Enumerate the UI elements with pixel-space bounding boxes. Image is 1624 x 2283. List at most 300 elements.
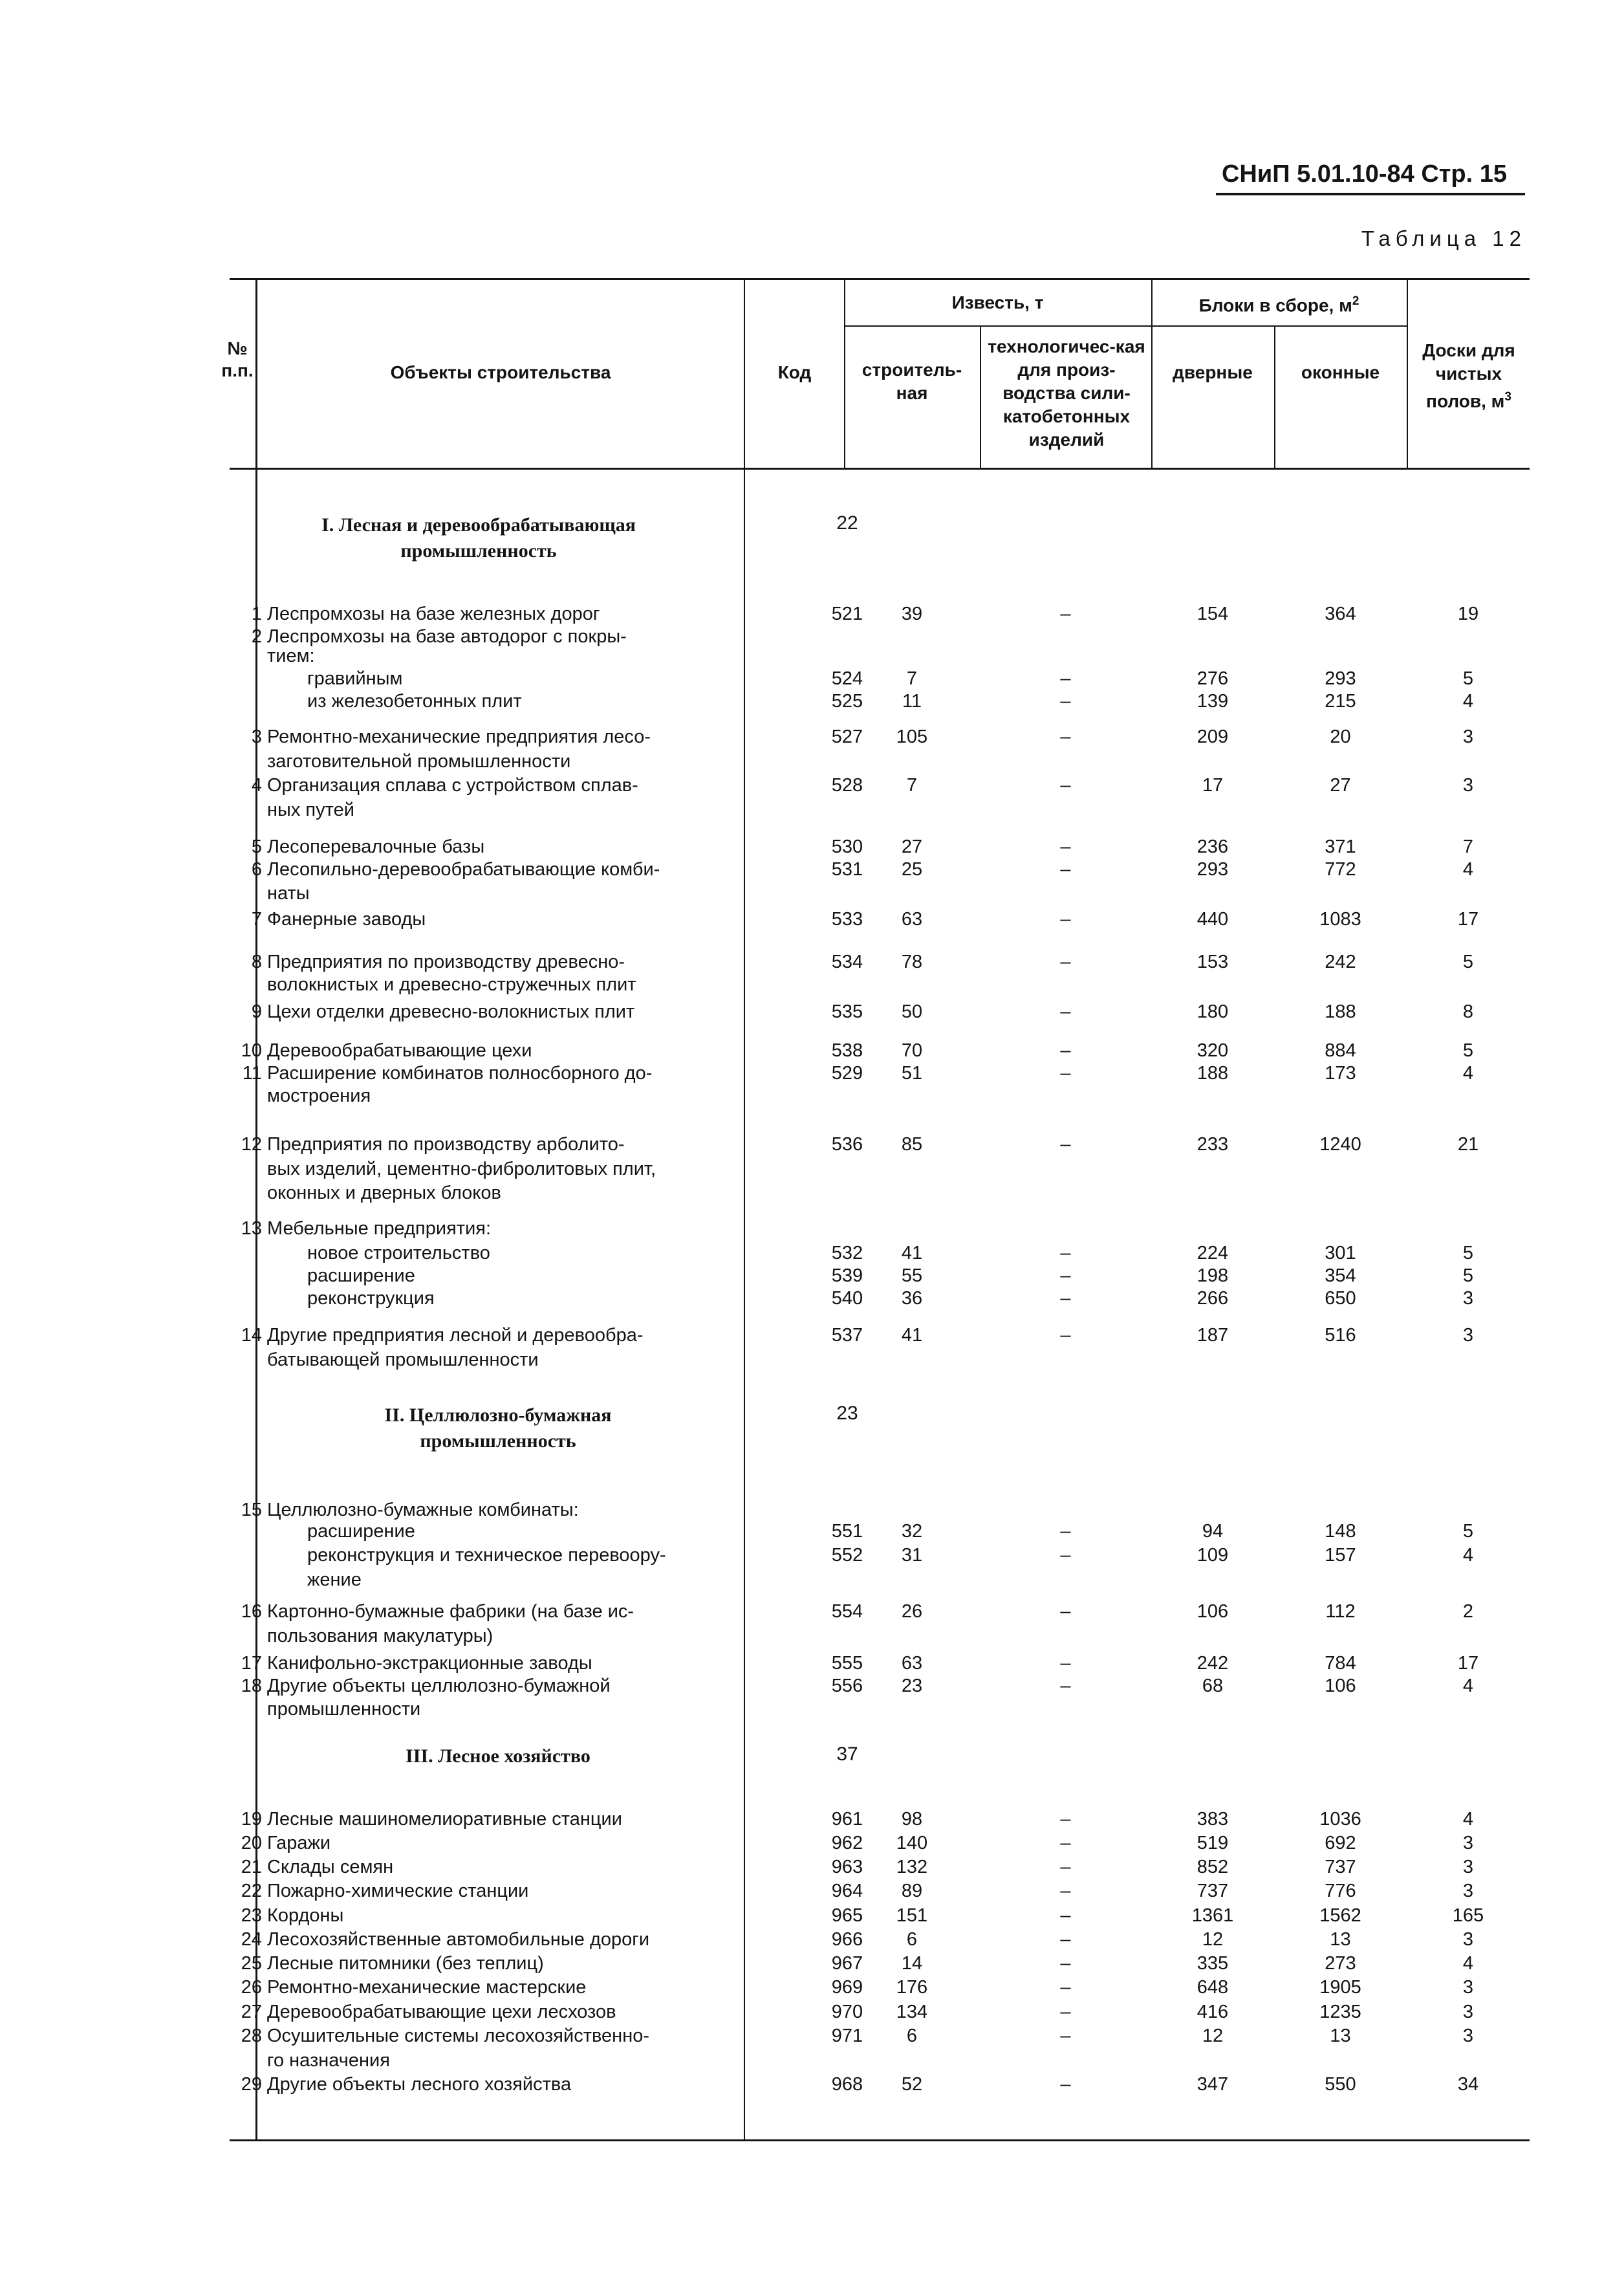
row-object-name: ных путей bbox=[267, 800, 354, 820]
row-window-blocks: 1036 bbox=[1319, 1809, 1361, 1830]
row-floor-boards: 4 bbox=[1462, 1676, 1474, 1696]
row-number: 10 bbox=[241, 1040, 262, 1061]
row-lime-technological: – bbox=[1060, 1977, 1071, 1998]
row-floor-boards: 34 bbox=[1457, 2074, 1479, 2095]
row-object-name: заготовительной промышленности bbox=[267, 751, 571, 772]
row-object-name: реконструкция и техническое перевоору- bbox=[307, 1545, 666, 1566]
row-code: 530 bbox=[831, 836, 863, 857]
row-lime-technological: – bbox=[1060, 2074, 1071, 2095]
table-row bbox=[230, 1951, 1530, 1977]
row-code: 533 bbox=[831, 909, 863, 930]
row-window-blocks: 1905 bbox=[1319, 1977, 1361, 1998]
row-object-name: оконных и дверных блоков bbox=[267, 1183, 501, 1203]
table-row bbox=[230, 725, 1530, 750]
row-number: 17 bbox=[241, 1653, 262, 1674]
row-floor-boards: 8 bbox=[1462, 1001, 1474, 1022]
row-window-blocks: 776 bbox=[1325, 1881, 1356, 1901]
row-object-name: Целлюлозно-бумажные комбинаты: bbox=[267, 1500, 579, 1520]
section-code: 37 bbox=[836, 1743, 858, 1765]
row-door-blocks: 519 bbox=[1196, 1833, 1229, 1853]
row-number: 8 bbox=[251, 952, 262, 972]
row-lime-construction: 11 bbox=[902, 691, 922, 712]
row-lime-technological: – bbox=[1060, 1001, 1071, 1022]
row-object-name: Леспромхозы на базе автодорог с покры- bbox=[267, 626, 627, 647]
row-lime-construction: 63 bbox=[901, 909, 923, 930]
table-row bbox=[230, 1157, 1530, 1183]
row-object-name: Другие объекты лесного хозяйства bbox=[267, 2074, 572, 2095]
table-row bbox=[230, 2000, 1530, 2026]
row-lime-construction: 41 bbox=[901, 1325, 923, 1346]
col-header-lime-technological: технологичес-кая для произ-водства сили-катобетонных изделий bbox=[988, 336, 1145, 450]
row-number: 13 bbox=[241, 1218, 262, 1239]
row-lime-technological: – bbox=[1060, 1063, 1071, 1084]
row-lime-technological: – bbox=[1060, 1653, 1071, 1674]
row-code: 537 bbox=[831, 1325, 863, 1346]
row-lime-construction: 78 bbox=[901, 952, 923, 972]
row-floor-boards: 3 bbox=[1462, 1857, 1474, 1877]
row-lime-technological: – bbox=[1060, 1325, 1071, 1346]
row-code: 966 bbox=[831, 1929, 863, 1950]
table-row bbox=[230, 1263, 1530, 1289]
row-window-blocks: 13 bbox=[1330, 2026, 1351, 2046]
header-bottom-rule bbox=[230, 468, 1530, 470]
table-row bbox=[230, 1061, 1530, 1087]
table-row bbox=[230, 1807, 1530, 1833]
row-code: 540 bbox=[831, 1288, 863, 1309]
row-code: 539 bbox=[831, 1265, 863, 1286]
col-header-boards bbox=[1408, 339, 1530, 413]
table-row bbox=[230, 2048, 1530, 2074]
row-number: 29 bbox=[241, 2074, 262, 2095]
row-floor-boards: 3 bbox=[1462, 775, 1474, 796]
col-header-code: Код bbox=[777, 362, 812, 382]
blocks-group-label: Блоки в сборе, м bbox=[1198, 295, 1352, 316]
table-row bbox=[230, 1903, 1530, 1929]
row-code: 967 bbox=[831, 1953, 863, 1974]
table-row bbox=[230, 773, 1530, 799]
row-code: 551 bbox=[831, 1521, 863, 1542]
row-lime-construction: 14 bbox=[901, 1953, 923, 1974]
row-code: 536 bbox=[831, 1134, 863, 1155]
row-object-name: тием: bbox=[267, 646, 315, 666]
col-header-num: № п.п. bbox=[221, 338, 254, 380]
row-floor-boards: 3 bbox=[1462, 1977, 1474, 1998]
row-lime-technological: – bbox=[1060, 1833, 1071, 1853]
row-lime-technological: – bbox=[1060, 775, 1071, 796]
row-lime-technological: – bbox=[1060, 1601, 1071, 1622]
row-window-blocks: 106 bbox=[1325, 1676, 1356, 1696]
row-code: 528 bbox=[831, 775, 863, 796]
row-lime-construction: 41 bbox=[901, 1243, 923, 1263]
row-object-name: Предприятия по производству арболито- bbox=[267, 1134, 625, 1155]
row-object-name: Канифольно-экстракционные заводы bbox=[267, 1653, 592, 1674]
row-door-blocks: 17 bbox=[1202, 775, 1224, 796]
row-object-name: наты bbox=[267, 883, 310, 904]
row-door-blocks: 347 bbox=[1196, 2074, 1229, 2095]
row-floor-boards: 165 bbox=[1452, 1905, 1484, 1926]
page-header: СНиП 5.01.10-84 Стр. 15 bbox=[1221, 160, 1507, 188]
row-number: 5 bbox=[251, 836, 262, 857]
row-window-blocks: 516 bbox=[1325, 1325, 1356, 1346]
row-window-blocks: 1562 bbox=[1319, 1905, 1361, 1926]
row-object-name: го назначения bbox=[267, 2050, 390, 2071]
row-number: 2 bbox=[251, 626, 262, 647]
row-number: 7 bbox=[251, 909, 262, 930]
row-object-name: Склады семян bbox=[267, 1857, 394, 1877]
row-number: 1 bbox=[251, 604, 262, 624]
table-row bbox=[230, 1543, 1530, 1569]
row-object-name: реконструкция bbox=[307, 1288, 435, 1309]
row-number: 24 bbox=[241, 1929, 262, 1950]
row-number: 21 bbox=[241, 1857, 262, 1877]
row-code: 963 bbox=[831, 1857, 863, 1877]
table-row bbox=[230, 749, 1530, 775]
row-floor-boards: 7 bbox=[1462, 836, 1474, 857]
row-lime-technological: – bbox=[1060, 1134, 1071, 1155]
row-object-name: Пожарно-химические станции bbox=[267, 1881, 529, 1901]
row-window-blocks: 157 bbox=[1325, 1545, 1356, 1566]
row-object-name: Гаражи bbox=[267, 1833, 331, 1853]
row-floor-boards: 3 bbox=[1462, 2026, 1474, 2046]
row-floor-boards: 3 bbox=[1462, 2002, 1474, 2022]
table-row bbox=[230, 881, 1530, 907]
row-code: 552 bbox=[831, 1545, 863, 1566]
row-code: 534 bbox=[831, 952, 863, 972]
row-code: 964 bbox=[831, 1881, 863, 1901]
group-header-rule bbox=[844, 325, 1407, 327]
row-object-name: Картонно-бумажные фабрики (на базе ис- bbox=[267, 1601, 634, 1622]
row-window-blocks: 737 bbox=[1325, 1857, 1356, 1877]
row-lime-technological: – bbox=[1060, 1857, 1071, 1877]
row-floor-boards: 5 bbox=[1462, 1040, 1474, 1061]
row-window-blocks: 27 bbox=[1330, 775, 1351, 796]
row-number: 23 bbox=[241, 1905, 262, 1926]
row-lime-construction: 7 bbox=[906, 775, 918, 796]
boards-label: Доски для чистых полов, м bbox=[1422, 340, 1515, 411]
row-floor-boards: 19 bbox=[1457, 604, 1479, 624]
table-row bbox=[230, 798, 1530, 824]
row-floor-boards: 4 bbox=[1462, 691, 1474, 712]
row-window-blocks: 371 bbox=[1325, 836, 1356, 857]
blocks-group-unit-sup: 2 bbox=[1352, 294, 1359, 308]
row-lime-construction: 52 bbox=[901, 2074, 923, 2095]
row-object-name: Другие предприятия лесной и деревообра- bbox=[267, 1325, 644, 1346]
row-object-name: Другие объекты целлюлозно-бумажной bbox=[267, 1676, 611, 1696]
row-floor-boards: 2 bbox=[1462, 1601, 1474, 1622]
row-number: 22 bbox=[241, 1881, 262, 1901]
row-lime-technological: – bbox=[1060, 859, 1071, 880]
row-door-blocks: 154 bbox=[1196, 604, 1229, 624]
table-row bbox=[230, 644, 1530, 670]
row-door-blocks: 440 bbox=[1196, 909, 1229, 930]
row-door-blocks: 188 bbox=[1196, 1063, 1229, 1084]
row-window-blocks: 148 bbox=[1325, 1521, 1356, 1542]
table-row bbox=[230, 1831, 1530, 1857]
row-object-name: волокнистых и древесно-стружечных плит bbox=[267, 974, 636, 995]
row-door-blocks: 209 bbox=[1196, 726, 1229, 747]
row-door-blocks: 648 bbox=[1196, 1977, 1229, 1998]
row-door-blocks: 187 bbox=[1196, 1325, 1229, 1346]
row-floor-boards: 5 bbox=[1462, 952, 1474, 972]
row-door-blocks: 852 bbox=[1196, 1857, 1229, 1877]
table-row bbox=[230, 972, 1530, 998]
table-row bbox=[230, 1697, 1530, 1723]
row-lime-construction: 51 bbox=[901, 1063, 923, 1084]
row-floor-boards: 4 bbox=[1462, 1953, 1474, 1974]
row-lime-construction: 23 bbox=[901, 1676, 923, 1696]
table-row bbox=[230, 1519, 1530, 1545]
table-row bbox=[230, 1975, 1530, 2001]
table-row bbox=[230, 1241, 1530, 1267]
row-lime-technological: – bbox=[1060, 2002, 1071, 2022]
row-code: 535 bbox=[831, 1001, 863, 1022]
table-row bbox=[230, 2024, 1530, 2049]
row-number: 25 bbox=[241, 1953, 262, 1974]
row-floor-boards: 5 bbox=[1462, 668, 1474, 689]
row-object-name: гравийным bbox=[307, 668, 403, 689]
row-floor-boards: 5 bbox=[1462, 1243, 1474, 1263]
row-lime-technological: – bbox=[1060, 1809, 1071, 1830]
table-row bbox=[230, 1568, 1530, 1593]
row-object-name: Деревообрабатывающие цехи bbox=[267, 1040, 532, 1061]
row-door-blocks: 180 bbox=[1196, 1001, 1229, 1022]
row-object-name: Осушительные системы лесохозяйственно- bbox=[267, 2026, 650, 2046]
row-lime-construction: 26 bbox=[901, 1601, 923, 1622]
row-number: 9 bbox=[251, 1001, 262, 1022]
row-door-blocks: 335 bbox=[1196, 1953, 1229, 1974]
row-door-blocks: 12 bbox=[1202, 1929, 1224, 1950]
row-lime-technological: – bbox=[1060, 1545, 1071, 1566]
row-floor-boards: 4 bbox=[1462, 859, 1474, 880]
row-window-blocks: 354 bbox=[1325, 1265, 1356, 1286]
table-row bbox=[230, 835, 1530, 860]
row-object-name: Кордоны bbox=[267, 1905, 344, 1926]
row-lime-technological: – bbox=[1060, 691, 1071, 712]
col-header-blocks-window: оконные bbox=[1301, 362, 1380, 382]
table-top-rule bbox=[230, 278, 1530, 280]
row-lime-construction: 85 bbox=[901, 1134, 923, 1155]
row-lime-technological: – bbox=[1060, 1288, 1071, 1309]
row-lime-construction: 6 bbox=[906, 2026, 918, 2046]
section-code: 23 bbox=[836, 1403, 858, 1424]
row-code: 554 bbox=[831, 1601, 863, 1622]
row-window-blocks: 1240 bbox=[1319, 1134, 1361, 1155]
row-lime-technological: – bbox=[1060, 1953, 1071, 1974]
row-window-blocks: 364 bbox=[1325, 604, 1356, 624]
table-row bbox=[230, 689, 1530, 715]
table-row bbox=[230, 1084, 1530, 1109]
row-lime-construction: 50 bbox=[901, 1001, 923, 1022]
row-lime-technological: – bbox=[1060, 909, 1071, 930]
row-object-name: Деревообрабатывающие цехи лесхозов bbox=[267, 2002, 616, 2022]
row-code: 962 bbox=[831, 1833, 863, 1853]
row-number: 19 bbox=[241, 1809, 262, 1830]
row-lime-technological: – bbox=[1060, 1521, 1071, 1542]
row-lime-construction: 63 bbox=[901, 1653, 923, 1674]
row-lime-technological: – bbox=[1060, 1905, 1071, 1926]
row-object-name: жение bbox=[307, 1569, 362, 1590]
row-floor-boards: 5 bbox=[1462, 1521, 1474, 1542]
table-bottom-rule bbox=[230, 2139, 1530, 2141]
row-object-name: Мебельные предприятия: bbox=[267, 1218, 492, 1239]
row-number: 4 bbox=[251, 775, 262, 796]
table-row bbox=[230, 1624, 1530, 1650]
row-lime-technological: – bbox=[1060, 726, 1071, 747]
table-row bbox=[230, 1038, 1530, 1064]
row-floor-boards: 4 bbox=[1462, 1063, 1474, 1084]
row-door-blocks: 233 bbox=[1196, 1134, 1229, 1155]
row-door-blocks: 12 bbox=[1202, 2026, 1224, 2046]
row-lime-technological: – bbox=[1060, 952, 1071, 972]
row-window-blocks: 1083 bbox=[1319, 909, 1361, 930]
row-code: 531 bbox=[831, 859, 863, 880]
row-door-blocks: 139 bbox=[1196, 691, 1229, 712]
row-window-blocks: 215 bbox=[1325, 691, 1356, 712]
row-lime-construction: 70 bbox=[901, 1040, 923, 1061]
row-number: 18 bbox=[241, 1676, 262, 1696]
row-lime-technological: – bbox=[1060, 2026, 1071, 2046]
row-lime-construction: 55 bbox=[901, 1265, 923, 1286]
row-lime-construction: 151 bbox=[896, 1905, 928, 1926]
row-lime-construction: 25 bbox=[901, 859, 923, 880]
section-title: II. Целлюлозно-бумажная промышленность bbox=[384, 1404, 612, 1452]
row-number: 14 bbox=[241, 1325, 262, 1346]
row-window-blocks: 650 bbox=[1325, 1288, 1356, 1309]
row-door-blocks: 293 bbox=[1196, 859, 1229, 880]
table-row bbox=[230, 907, 1530, 933]
row-number: 6 bbox=[251, 859, 262, 880]
row-door-blocks: 236 bbox=[1196, 836, 1229, 857]
row-number: 27 bbox=[241, 2002, 262, 2022]
row-window-blocks: 550 bbox=[1325, 2074, 1356, 2095]
row-window-blocks: 301 bbox=[1325, 1243, 1356, 1263]
row-number: 3 bbox=[251, 726, 262, 747]
row-floor-boards: 4 bbox=[1462, 1545, 1474, 1566]
row-code: 968 bbox=[831, 2074, 863, 2095]
row-door-blocks: 109 bbox=[1196, 1545, 1229, 1566]
table-row bbox=[230, 1651, 1530, 1677]
row-object-name: пользования макулатуры) bbox=[267, 1626, 493, 1646]
row-number: 12 bbox=[241, 1134, 262, 1155]
row-object-name: Ремонтно-механические мастерские bbox=[267, 1977, 587, 1998]
row-floor-boards: 4 bbox=[1462, 1809, 1474, 1830]
table-row bbox=[230, 666, 1530, 692]
row-door-blocks: 383 bbox=[1196, 1809, 1229, 1830]
row-lime-construction: 32 bbox=[901, 1521, 923, 1542]
row-lime-construction: 31 bbox=[901, 1545, 923, 1566]
table-row bbox=[230, 1216, 1530, 1242]
row-code: 525 bbox=[831, 691, 863, 712]
row-door-blocks: 416 bbox=[1196, 2002, 1229, 2022]
table-row bbox=[230, 1348, 1530, 1373]
row-code: 538 bbox=[831, 1040, 863, 1061]
row-window-blocks: 1235 bbox=[1319, 2002, 1361, 2022]
table-row bbox=[230, 1599, 1530, 1625]
section-code: 22 bbox=[836, 512, 858, 534]
row-lime-construction: 27 bbox=[901, 836, 923, 857]
row-lime-technological: – bbox=[1060, 1243, 1071, 1263]
row-object-name: расширение bbox=[307, 1265, 415, 1286]
header-col-divider bbox=[1274, 325, 1275, 468]
row-lime-technological: – bbox=[1060, 604, 1071, 624]
row-lime-technological: – bbox=[1060, 1676, 1071, 1696]
row-number: 20 bbox=[241, 1833, 262, 1853]
table-row bbox=[230, 602, 1530, 628]
row-floor-boards: 3 bbox=[1462, 1288, 1474, 1309]
section-title: III. Лесное хозяйство bbox=[406, 1745, 590, 1767]
table-row bbox=[230, 2072, 1530, 2098]
row-object-name: батывающей промышленности bbox=[267, 1349, 539, 1370]
row-window-blocks: 112 bbox=[1325, 1601, 1356, 1622]
row-door-blocks: 737 bbox=[1196, 1881, 1229, 1901]
row-door-blocks: 266 bbox=[1196, 1288, 1229, 1309]
row-object-name: новое строительство bbox=[307, 1243, 490, 1263]
col-header-blocks-door: дверные bbox=[1173, 362, 1253, 382]
row-door-blocks: 94 bbox=[1202, 1521, 1224, 1542]
row-code: 961 bbox=[831, 1809, 863, 1830]
row-door-blocks: 242 bbox=[1196, 1653, 1229, 1674]
row-floor-boards: 3 bbox=[1462, 1325, 1474, 1346]
row-lime-construction: 98 bbox=[901, 1809, 923, 1830]
row-number: 28 bbox=[241, 2026, 262, 2046]
col-header-lime-construction: строитель-ная bbox=[861, 360, 962, 403]
table-row bbox=[230, 950, 1530, 976]
row-object-name: мостроения bbox=[267, 1086, 371, 1106]
header-rule bbox=[1216, 193, 1525, 195]
table-row bbox=[230, 1927, 1530, 1953]
row-floor-boards: 17 bbox=[1457, 909, 1479, 930]
row-lime-construction: 36 bbox=[901, 1288, 923, 1309]
row-door-blocks: 320 bbox=[1196, 1040, 1229, 1061]
row-floor-boards: 21 bbox=[1457, 1134, 1479, 1155]
row-door-blocks: 198 bbox=[1196, 1265, 1229, 1286]
row-floor-boards: 3 bbox=[1462, 726, 1474, 747]
boards-unit-sup: 3 bbox=[1504, 390, 1511, 404]
row-door-blocks: 276 bbox=[1196, 668, 1229, 689]
table-row bbox=[230, 1674, 1530, 1699]
header-col-divider bbox=[980, 325, 981, 468]
row-floor-boards: 17 bbox=[1457, 1653, 1479, 1674]
row-lime-construction: 134 bbox=[896, 2002, 928, 2022]
row-code: 971 bbox=[831, 2026, 863, 2046]
row-window-blocks: 884 bbox=[1325, 1040, 1356, 1061]
row-window-blocks: 173 bbox=[1325, 1063, 1356, 1084]
row-window-blocks: 293 bbox=[1325, 668, 1356, 689]
row-window-blocks: 242 bbox=[1325, 952, 1356, 972]
row-lime-construction: 39 bbox=[901, 604, 923, 624]
row-code: 532 bbox=[831, 1243, 863, 1263]
row-object-name: из железобетонных плит bbox=[307, 691, 522, 712]
row-door-blocks: 153 bbox=[1196, 952, 1229, 972]
row-object-name: Лесопильно-деревообрабатывающие комби- bbox=[267, 859, 660, 880]
row-lime-technological: – bbox=[1060, 1881, 1071, 1901]
table-row bbox=[230, 1132, 1530, 1158]
row-code: 555 bbox=[831, 1653, 863, 1674]
row-code: 969 bbox=[831, 1977, 863, 1998]
table-row bbox=[230, 857, 1530, 883]
row-object-name: Предприятия по производству древесно- bbox=[267, 952, 625, 972]
row-code: 970 bbox=[831, 2002, 863, 2022]
row-lime-construction: 89 bbox=[901, 1881, 923, 1901]
row-window-blocks: 13 bbox=[1330, 1929, 1351, 1950]
row-floor-boards: 3 bbox=[1462, 1881, 1474, 1901]
row-object-name: Лесохозяйственные автомобильные дороги bbox=[267, 1929, 650, 1950]
row-object-name: Лесные машиномелиоративные станции bbox=[267, 1809, 622, 1830]
row-object-name: Лесоперевалочные базы bbox=[267, 836, 485, 857]
row-lime-technological: – bbox=[1060, 836, 1071, 857]
row-number: 11 bbox=[242, 1063, 262, 1084]
row-code: 527 bbox=[831, 726, 863, 747]
